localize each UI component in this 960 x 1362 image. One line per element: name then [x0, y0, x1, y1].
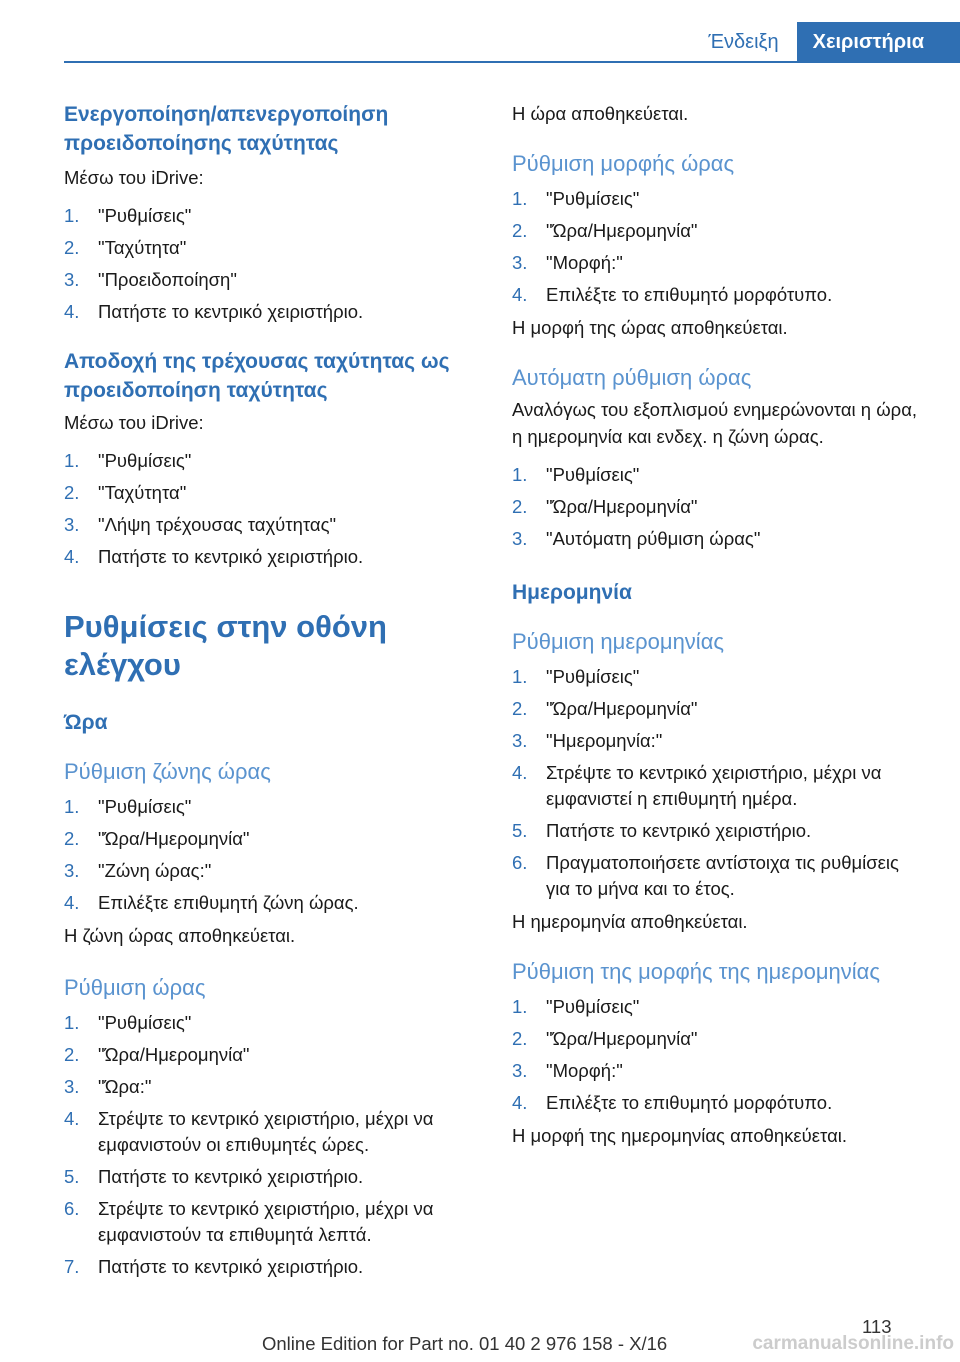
step-text: "Ώρα:" [98, 1076, 152, 1097]
step-text: Πατήστε το κεντρικό χειριστήριο. [98, 1166, 364, 1187]
section-note: Η μορφή της ημερομηνίας αποθηκεύεται. [512, 1125, 848, 1146]
steps-list [512, 994, 924, 1116]
step-number: 4. [512, 762, 528, 783]
step-text: "Ρυθμίσεις" [98, 1012, 192, 1033]
steps-list [64, 1010, 476, 1280]
list-item [64, 512, 476, 538]
list-item [512, 218, 924, 244]
step-number: 4. [64, 1108, 80, 1129]
step-number: 1. [64, 796, 80, 817]
section-note: Η μορφή της ώρας αποθηκεύεται. [512, 317, 788, 338]
watermark: carmanualsonline.info [752, 1333, 954, 1354]
list-item [512, 526, 924, 552]
subsection-heading: Ώρα [64, 711, 108, 734]
footer-edition: Online Edition for Part no. 01 40 2 976 158 - X/16 [262, 1333, 668, 1354]
list-item [512, 664, 924, 690]
step-text: Πραγματοποιήσετε αντίστοιχα τις ρυθμίσεις για το μήνα και το έτος. [546, 852, 899, 899]
header-rule [64, 61, 960, 63]
step-text: Επιλέξτε επιθυμητή ζώνη ώρας. [98, 892, 359, 913]
step-text: "Ρυθμίσεις" [546, 996, 640, 1017]
step-text: "Αυτόματη ρύθμιση ώρας" [546, 528, 761, 549]
step-number: 2. [512, 698, 528, 719]
step-text: Πατήστε το κεντρικό χειριστήριο. [546, 820, 812, 841]
step-number: 3. [64, 1076, 80, 1097]
procedure-heading: Ρύθμιση ώρας [64, 975, 206, 1000]
list-item [64, 448, 476, 474]
list-item [512, 282, 924, 308]
list-item [512, 462, 924, 488]
list-item [512, 494, 924, 520]
step-text: Πατήστε το κεντρικό χειριστήριο. [98, 301, 364, 322]
list-item [64, 267, 476, 293]
header-tabs [690, 22, 960, 62]
step-number: 1. [512, 666, 528, 687]
main-heading: Ρυθμίσεις στην οθόνη ελέγχου [64, 609, 387, 682]
step-number: 3. [512, 252, 528, 273]
list-item [64, 1074, 476, 1100]
step-number: 2. [64, 1044, 80, 1065]
list-item [512, 850, 924, 902]
step-text: "Ζώνη ώρας:" [98, 860, 212, 881]
list-item [64, 1106, 476, 1158]
list-item [64, 890, 476, 916]
step-number: 1. [512, 188, 528, 209]
step-text: Πατήστε το κεντρικό χειριστήριο. [98, 546, 364, 567]
step-text: "Ταχύτητα" [98, 237, 187, 258]
step-number: 4. [64, 892, 80, 913]
page-number: 113 [862, 1316, 892, 1337]
step-text: Πατήστε το κεντρικό χειριστήριο. [98, 1256, 364, 1277]
step-number: 3. [64, 514, 80, 535]
list-item [64, 794, 476, 820]
list-item [512, 728, 924, 754]
step-text: "Ώρα/Ημερομηνία" [98, 1044, 250, 1065]
step-text: Στρέψτε το κεντρικό χειριστήριο, μέχρι να εμφανιστούν τα επιθυμητά λεπτά. [98, 1198, 434, 1245]
step-text: Στρέψτε το κεντρικό χειριστήριο, μέχρι να εμφανιστούν οι επιθυμητές ώρες. [98, 1108, 434, 1155]
list-item [512, 250, 924, 276]
list-item [512, 1026, 924, 1052]
section-note: Η ημερομηνία αποθηκεύεται. [512, 911, 748, 932]
list-item [64, 203, 476, 229]
step-number: 4. [64, 301, 80, 322]
step-number: 4. [64, 546, 80, 567]
step-text: "Ρυθμίσεις" [98, 205, 192, 226]
step-text: "Ώρα/Ημερομηνία" [546, 220, 698, 241]
steps-list [512, 186, 924, 308]
step-number: 1. [512, 996, 528, 1017]
section-note: Η ζώνη ώρας αποθηκεύεται. [64, 925, 296, 946]
steps-list [512, 664, 924, 902]
list-item [64, 544, 476, 570]
step-text: "Ώρα/Ημερομηνία" [546, 698, 698, 719]
step-number: 5. [512, 820, 528, 841]
step-number: 1. [64, 1012, 80, 1033]
step-text: "Ώρα/Ημερομηνία" [98, 828, 250, 849]
list-item [512, 1090, 924, 1116]
section-heading: Ενεργοποίηση/απενεργοποίηση προειδοποίησης ταχύτητας [64, 103, 389, 155]
list-item [512, 696, 924, 722]
steps-list [64, 794, 476, 916]
step-number: 3. [512, 730, 528, 751]
step-number: 2. [64, 482, 80, 503]
list-item [64, 480, 476, 506]
step-number: 2. [64, 828, 80, 849]
step-text: "Ρυθμίσεις" [546, 666, 640, 687]
step-number: 3. [512, 528, 528, 549]
step-number: 2. [64, 237, 80, 258]
list-item [64, 1254, 476, 1280]
list-item [512, 994, 924, 1020]
list-item [64, 1196, 476, 1248]
tab-chapter[interactable]: Χειριστήρια [797, 22, 960, 62]
step-number: 2. [512, 220, 528, 241]
step-text: "Ημερομηνία:" [546, 730, 663, 751]
steps-list [64, 203, 476, 325]
step-text: "Μορφή:" [546, 252, 623, 273]
step-number: 3. [512, 1060, 528, 1081]
list-item [64, 299, 476, 325]
step-number: 6. [512, 852, 528, 873]
tab-section[interactable]: Ένδειξη [708, 30, 779, 53]
right-column [512, 100, 924, 1149]
step-text: "Ώρα/Ημερομηνία" [546, 496, 698, 517]
procedure-heading: Αυτόματη ρύθμιση ώρας [512, 365, 752, 390]
step-text: "Λήψη τρέχουσας ταχύτητας" [98, 514, 337, 535]
procedure-heading: Ρύθμιση μορφής ώρας [512, 151, 735, 176]
step-text: "Προειδοποίηση" [98, 269, 237, 290]
step-text: "Μορφή:" [546, 1060, 623, 1081]
section-note: Η ώρα αποθηκεύεται. [512, 103, 689, 124]
section-intro: Μέσω του iDrive: [64, 412, 204, 433]
step-text: "Ώρα/Ημερομηνία" [546, 1028, 698, 1049]
steps-list [64, 448, 476, 570]
list-item [512, 818, 924, 844]
list-item [64, 1164, 476, 1190]
procedure-heading: Ρύθμιση ζώνης ώρας [64, 759, 271, 784]
list-item [64, 1010, 476, 1036]
step-number: 3. [64, 860, 80, 881]
step-text: "Ρυθμίσεις" [546, 188, 640, 209]
step-number: 1. [512, 464, 528, 485]
step-text: "Ρυθμίσεις" [546, 464, 640, 485]
list-item [512, 186, 924, 212]
step-number: 6. [64, 1198, 80, 1219]
step-number: 5. [64, 1166, 80, 1187]
steps-list [512, 462, 924, 552]
left-column [64, 100, 476, 1286]
list-item [512, 760, 924, 812]
section-intro: Αναλόγως του εξοπλισμού ενημερώνονται η ώρα, η ημερομηνία και ενδεχ. η ζώνη ώρας. [512, 399, 918, 447]
step-text: "Ρυθμίσεις" [98, 450, 192, 471]
step-number: 1. [64, 450, 80, 471]
step-number: 7. [64, 1256, 80, 1277]
list-item [512, 1058, 924, 1084]
step-text: Στρέψτε το κεντρικό χειριστήριο, μέχρι να εμφανιστεί η επιθυμητή ημέρα. [546, 762, 882, 809]
list-item [64, 858, 476, 884]
step-number: 2. [512, 496, 528, 517]
procedure-heading: Ρύθμιση ημερομηνίας [512, 629, 725, 654]
section-heading: Αποδοχή της τρέχουσας ταχύτητας ως προειδοποίηση ταχύτητας [64, 350, 450, 402]
procedure-heading: Ρύθμιση της μορφής της ημερομηνίας [512, 959, 880, 984]
step-text: Επιλέξτε το επιθυμητό μορφότυπο. [546, 284, 833, 305]
step-number: 1. [64, 205, 80, 226]
step-number: 4. [512, 284, 528, 305]
step-number: 4. [512, 1092, 528, 1113]
step-number: 3. [64, 269, 80, 290]
list-item [64, 826, 476, 852]
list-item [64, 1042, 476, 1068]
list-item [64, 235, 476, 261]
step-text: "Ρυθμίσεις" [98, 796, 192, 817]
step-text: "Ταχύτητα" [98, 482, 187, 503]
step-text: Επιλέξτε το επιθυμητό μορφότυπο. [546, 1092, 833, 1113]
step-number: 2. [512, 1028, 528, 1049]
subsection-heading: Ημερομηνία [512, 581, 632, 604]
section-intro: Μέσω του iDrive: [64, 167, 204, 188]
